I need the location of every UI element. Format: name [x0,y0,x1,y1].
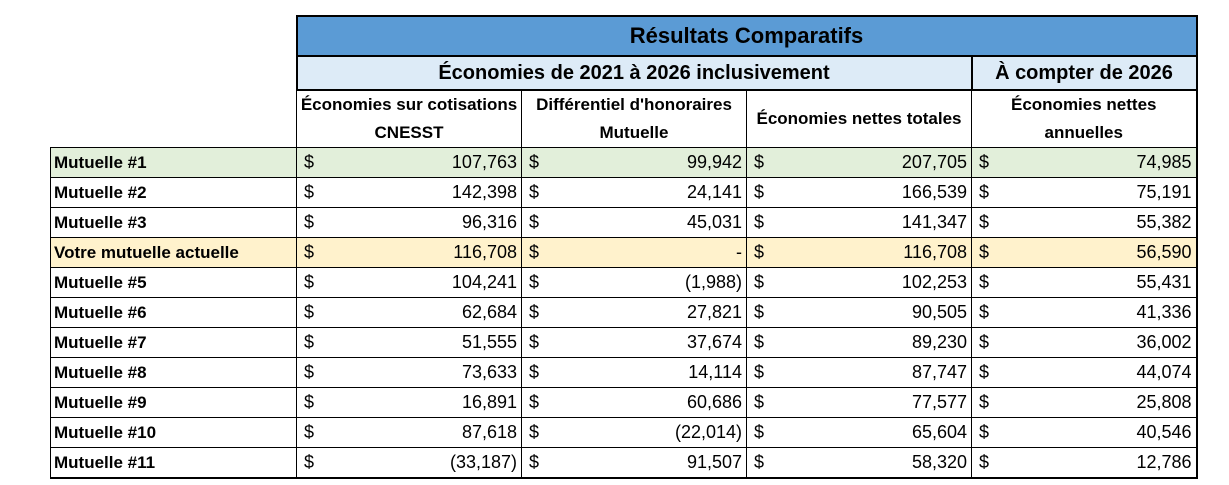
value-cell [522,418,747,448]
value-cell [522,238,747,268]
value-cell [747,388,972,418]
currency-symbol: $ [304,242,315,262]
column-header: Économies sur cotisations CNESST [297,90,522,148]
amount: 96,316 [461,212,517,232]
amount: (22,014) [674,422,742,442]
amount: 58,320 [911,452,967,472]
currency-symbol: $ [979,392,990,412]
amount: 24,141 [686,182,742,202]
currency-symbol: $ [979,332,990,352]
currency-symbol: $ [754,182,765,202]
value-cell [972,328,1197,358]
amount: 74,985 [1136,152,1192,172]
value-cell [522,178,747,208]
value-cell [522,148,747,178]
currency-symbol: $ [754,302,765,322]
currency-symbol: $ [754,452,765,472]
value-cell [522,208,747,238]
amount: 207,705 [901,152,967,172]
amount: 99,942 [686,152,742,172]
currency-symbol: $ [754,272,765,292]
currency-symbol: $ [754,212,765,232]
amount: 60,686 [686,392,742,412]
currency-symbol: $ [304,212,315,232]
amount: 16,891 [461,392,517,412]
row-label: Mutuelle #6 [51,298,297,328]
currency-symbol: $ [304,422,315,442]
value-cell [747,178,972,208]
amount: 55,382 [1136,212,1192,232]
amount: 116,708 [903,242,967,262]
amount: 141,347 [901,212,967,232]
currency-symbol: $ [979,242,990,262]
currency-symbol: $ [754,332,765,352]
amount: 107,763 [451,152,517,172]
row-label: Mutuelle #7 [51,328,297,358]
currency-symbol: $ [529,362,540,382]
amount: 87,618 [461,422,517,442]
comparison-table [50,15,1198,479]
currency-symbol: $ [529,182,540,202]
currency-symbol: $ [754,392,765,412]
currency-symbol: $ [529,152,540,172]
amount: 37,674 [686,332,742,352]
table-row [51,298,1197,328]
table-row [51,148,1197,178]
value-cell [297,268,522,298]
currency-symbol: $ [979,362,990,382]
currency-symbol: $ [304,182,315,202]
amount: 102,253 [901,272,967,292]
table-row [51,178,1197,208]
column-header: Différentiel d'honoraires Mutuelle [522,90,747,148]
amount: (1,988) [684,272,742,292]
value-cell [747,208,972,238]
value-cell [522,268,747,298]
blank-corner [51,90,297,148]
amount: 73,633 [461,362,517,382]
row-label: Mutuelle #3 [51,208,297,238]
amount: 14,114 [688,362,742,382]
value-cell [747,358,972,388]
comparison-table-wrapper [50,15,1198,479]
value-cell [972,358,1197,388]
currency-symbol: $ [979,182,990,202]
value-cell [747,298,972,328]
currency-symbol: $ [529,422,540,442]
currency-symbol: $ [979,272,990,292]
amount: 91,507 [686,452,742,472]
value-cell [297,328,522,358]
group-header-from-2026: À compter de 2026 [972,56,1197,90]
currency-symbol: $ [979,422,990,442]
amount: 87,747 [911,362,967,382]
amount: 116,708 [453,242,517,262]
value-cell [972,148,1197,178]
amount: 36,002 [1136,332,1192,352]
row-label: Votre mutuelle actuelle [51,238,297,268]
amount: 25,808 [1136,392,1192,412]
amount: 41,336 [1136,302,1192,322]
amount: 104,241 [451,272,517,292]
table-row [51,358,1197,388]
amount: 55,431 [1136,272,1192,292]
amount: 142,398 [451,182,517,202]
column-header: Économies nettes annuelles [972,90,1197,148]
row-label: Mutuelle #8 [51,358,297,388]
currency-symbol: $ [304,362,315,382]
amount: 65,604 [911,422,967,442]
amount: 56,590 [1136,242,1192,262]
currency-symbol: $ [529,212,540,232]
amount: (33,187) [449,452,517,472]
value-cell [297,418,522,448]
table-row [51,208,1197,238]
row-label: Mutuelle #1 [51,148,297,178]
value-cell [972,298,1197,328]
amount: 51,555 [461,332,517,352]
value-cell [747,448,972,479]
value-cell [972,388,1197,418]
amount: 44,074 [1136,362,1192,382]
amount: - [736,242,742,262]
currency-symbol: $ [529,332,540,352]
currency-symbol: $ [979,152,990,172]
value-cell [297,388,522,418]
amount: 12,786 [1136,452,1192,472]
amount: 75,191 [1136,182,1192,202]
value-cell [747,268,972,298]
value-cell [747,328,972,358]
blank-corner [51,56,297,90]
row-label: Mutuelle #9 [51,388,297,418]
currency-symbol: $ [304,272,315,292]
row-label: Mutuelle #11 [51,448,297,479]
value-cell [522,298,747,328]
currency-symbol: $ [529,392,540,412]
value-cell [972,418,1197,448]
currency-symbol: $ [754,422,765,442]
currency-symbol: $ [529,302,540,322]
currency-symbol: $ [304,452,315,472]
amount: 89,230 [911,332,967,352]
currency-symbol: $ [304,332,315,352]
currency-symbol: $ [754,152,765,172]
currency-symbol: $ [529,242,540,262]
value-cell [297,448,522,479]
table-row [51,238,1197,268]
value-cell [522,328,747,358]
table-row [51,418,1197,448]
value-cell [972,268,1197,298]
value-cell [522,388,747,418]
value-cell [747,418,972,448]
value-cell [747,238,972,268]
value-cell [972,178,1197,208]
table-title: Résultats Comparatifs [297,16,1197,56]
row-label: Mutuelle #2 [51,178,297,208]
table-row [51,328,1197,358]
value-cell [747,148,972,178]
amount: 77,577 [911,392,967,412]
currency-symbol: $ [529,452,540,472]
value-cell [297,298,522,328]
amount: 90,505 [911,302,967,322]
amount: 166,539 [901,182,967,202]
value-cell [972,448,1197,479]
value-cell [297,238,522,268]
table-row [51,388,1197,418]
amount: 40,546 [1136,422,1192,442]
value-cell [297,178,522,208]
value-cell [522,358,747,388]
table-row [51,268,1197,298]
currency-symbol: $ [754,242,765,262]
value-cell [297,148,522,178]
value-cell [297,358,522,388]
currency-symbol: $ [754,362,765,382]
currency-symbol: $ [979,302,990,322]
currency-symbol: $ [304,302,315,322]
blank-corner [51,16,297,56]
value-cell [972,238,1197,268]
row-label: Mutuelle #10 [51,418,297,448]
currency-symbol: $ [979,452,990,472]
currency-symbol: $ [979,212,990,232]
value-cell [972,208,1197,238]
amount: 62,684 [461,302,517,322]
currency-symbol: $ [304,152,315,172]
value-cell [297,208,522,238]
table-body [51,148,1197,479]
group-header-2021-2026: Économies de 2021 à 2026 inclusivement [297,56,972,90]
amount: 45,031 [686,212,742,232]
currency-symbol: $ [304,392,315,412]
table-row [51,448,1197,479]
value-cell [522,448,747,479]
currency-symbol: $ [529,272,540,292]
row-label: Mutuelle #5 [51,268,297,298]
column-header: Économies nettes totales [747,90,972,148]
amount: 27,821 [686,302,742,322]
